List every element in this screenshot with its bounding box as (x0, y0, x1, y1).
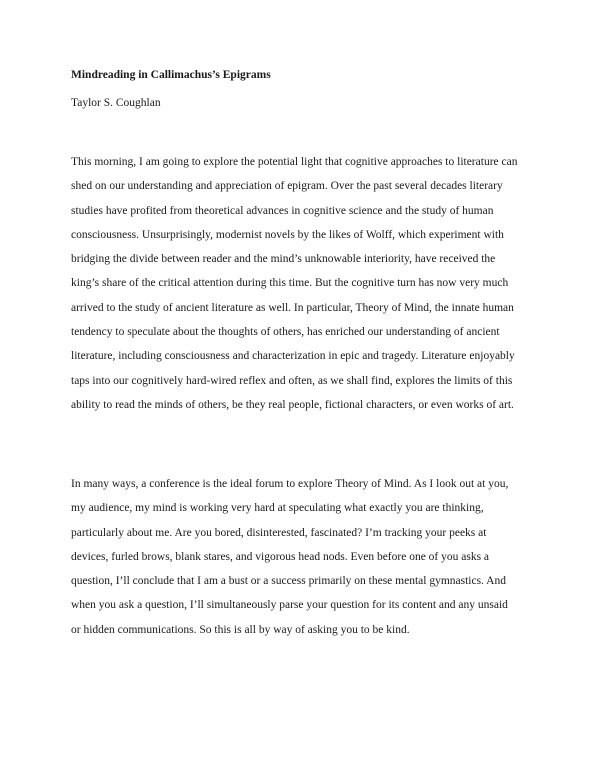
document-author: Taylor S. Coughlan (71, 97, 161, 109)
text-line: shed on our understanding and appreciation of epigram. Over the past several decades literary (71, 180, 503, 193)
text-line: arrived to the study of ancient literature as well. In particular, Theory of Mind, the innate human (71, 301, 514, 314)
text-line: particularly about me. Are you bored, disinterested, fascinated? I’m tracking your peeks at (71, 526, 487, 539)
text-line: taps into our cognitively hard-wired reflex and often, as we shall find, explores the limits of this (71, 374, 513, 387)
text-line: ability to read the minds of others, be they real people, fictional characters, or even works of art. (71, 398, 514, 411)
text-line: when you ask a question, I’ll simultaneously parse your question for its content and any unsaid (71, 599, 508, 612)
paragraph-2 (71, 472, 541, 642)
text-line: literature, including consciousness and characterization in epic and tragedy. Literature enjoyably (71, 350, 515, 363)
text-line: or hidden communications. So this is all by way of asking you to be kind. (71, 623, 410, 636)
text-line: king’s share of the critical attention during this time. But the cognitive turn has now very much (71, 277, 509, 290)
text-line: question, I’ll conclude that I am a bust or a success primarily on these mental gymnastics. And (71, 575, 506, 588)
text-line: consciousness. Unsurprisingly, modernist novels by the likes of Wolff, which experiment with (71, 228, 504, 241)
text-line: bridging the divide between reader and the mind’s unknowable interiority, have received the (71, 253, 496, 266)
text-line: tendency to speculate about the thoughts of others, has enriched our understanding of ancient (71, 326, 500, 339)
text-line: my audience, my mind is working very hard at speculating what exactly you are thinking, (71, 502, 484, 515)
paragraph-1 (71, 150, 541, 417)
text-line: studies have profited from theoretical advances in cognitive science and the study of human (71, 204, 494, 217)
text-line: This morning, I am going to explore the potential light that cognitive approaches to literature can (71, 156, 518, 168)
document-title: Mindreading in Callimachus’s Epigrams (71, 69, 271, 81)
text-line: devices, furled brows, blank stares, and vigorous head nods. Even before one of you asks a (71, 550, 490, 563)
text-line: In many ways, a conference is the ideal forum to explore Theory of Mind. As I look out at you, (71, 478, 509, 490)
